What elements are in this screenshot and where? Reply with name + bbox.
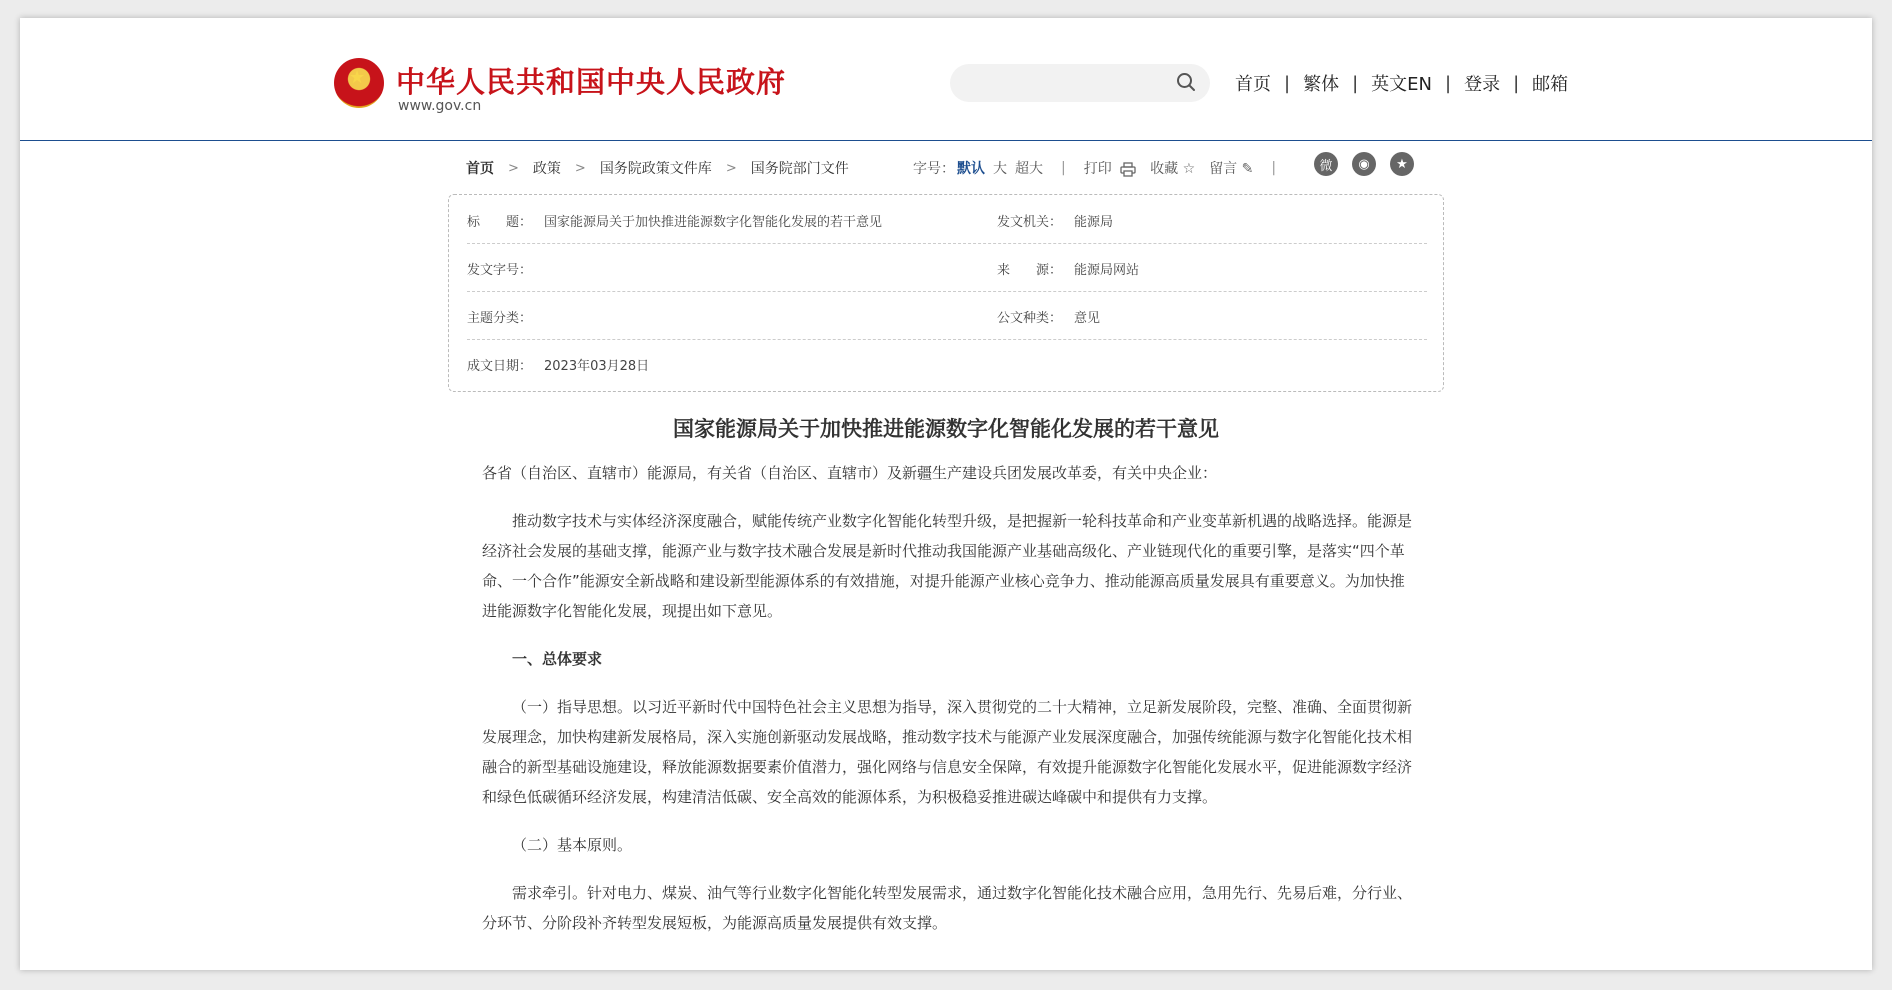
weibo-icon[interactable]: 微 bbox=[1314, 152, 1338, 176]
pencil-icon: ✎ bbox=[1241, 161, 1254, 177]
info-row bbox=[467, 243, 1427, 292]
info-source bbox=[997, 259, 1139, 278]
section-heading: 一、总体要求 bbox=[512, 650, 603, 668]
nav-separator: | bbox=[1284, 72, 1291, 94]
nav-english[interactable]: 英文EN bbox=[1371, 74, 1432, 95]
document-body bbox=[482, 458, 1412, 956]
printer-icon bbox=[1120, 162, 1136, 177]
site-url: www.gov.cn bbox=[398, 98, 482, 114]
info-date-value: 2023年03月28日 bbox=[544, 359, 650, 374]
print-button[interactable] bbox=[1084, 158, 1136, 178]
info-topic-label: 主题分类： bbox=[467, 311, 533, 326]
top-nav bbox=[1235, 70, 1568, 96]
info-title-label: 标 题： bbox=[467, 215, 533, 230]
breadcrumb-policy-library[interactable]: 国务院政策文件库 bbox=[599, 161, 712, 177]
info-issuer bbox=[997, 211, 1113, 230]
nav-traditional[interactable]: 繁体 bbox=[1303, 74, 1340, 95]
search-box bbox=[950, 64, 1210, 102]
chevron-right-icon: > bbox=[725, 160, 737, 176]
nav-separator: | bbox=[1445, 72, 1452, 94]
info-type bbox=[997, 307, 1100, 326]
info-row bbox=[467, 291, 1427, 340]
document-info-box bbox=[448, 194, 1444, 392]
paragraph: （一）指导思想。以习近平新时代中国特色社会主义思想为指导，深入贯彻党的二十大精神，立足新发展阶段，完整、准确、全面贯彻新发展理念，加快构建新发展格局，深入实施创新驱动发展战略，推动数字技术与能源产业发展深度融合，加强传统能源与数字化智能化技术相融合的新型基础设施建设，释放能源数据要素价值潜力，强化网络与信息安全保障，有效提升能源数字化智能化发展水平，促进能源数字经济和绿色低碳循环经济发展，构建清洁低碳、安全高效的能源体系，为积极稳妥推进碳达峰碳中和提供有力支撑。 bbox=[482, 698, 1413, 806]
info-title bbox=[467, 211, 882, 230]
star-icon: ☆ bbox=[1182, 161, 1196, 177]
info-source-value: 能源局网站 bbox=[1074, 263, 1140, 278]
info-date-label: 成文日期： bbox=[467, 359, 533, 374]
favorite-button[interactable] bbox=[1150, 158, 1195, 178]
info-type-value: 意见 bbox=[1074, 311, 1101, 326]
document-title: 国家能源局关于加快推进能源数字化智能化发展的若干意见 bbox=[673, 416, 1219, 441]
info-date bbox=[467, 355, 649, 374]
info-docno bbox=[467, 259, 544, 278]
paragraph: 推动数字技术与实体经济深度融合，赋能传统产业数字化智能化转型升级，是把握新一轮科技革命和产业变革新机遇的战略选择。能源是经济社会发展的基础支撑，能源产业与数字技术融合发展是新时代推动我国能源产业基础高级化、产业链现代化的重要引擎，是落实“四个革命、一个合作”能源安全新战略和建设新型能源体系的有效措施，对提升能源产业核心竞争力、推动能源高质量发展具有重要意义。为加快推进能源数字化智能化发展，现提出如下意见。 bbox=[482, 512, 1413, 620]
breadcrumb-home[interactable]: 首页 bbox=[466, 161, 494, 177]
national-emblem-icon[interactable] bbox=[334, 58, 384, 108]
font-large-button[interactable]: 大 bbox=[993, 161, 1007, 177]
comment-label: 留言 bbox=[1209, 161, 1238, 177]
chevron-right-icon: > bbox=[574, 160, 586, 176]
info-row bbox=[467, 195, 1427, 244]
nav-separator: | bbox=[1513, 72, 1520, 94]
favorite-label: 收藏 bbox=[1150, 161, 1179, 177]
comment-button[interactable] bbox=[1209, 158, 1253, 178]
nav-mail[interactable]: 邮箱 bbox=[1532, 74, 1569, 95]
search-input[interactable] bbox=[966, 64, 1170, 102]
paragraph: 需求牵引。针对电力、煤炭、油气等行业数字化智能化转型发展需求，通过数字化智能化技术融合应用，急用先行、先易后难，分行业、分环节、分阶段补齐转型发展短板，为能源高质量发展提供有效支撑。 bbox=[482, 884, 1413, 932]
breadcrumb bbox=[466, 158, 849, 178]
info-issuer-label: 发文机关： bbox=[997, 215, 1063, 230]
breadcrumb-department-docs[interactable]: 国务院部门文件 bbox=[750, 161, 849, 177]
article-tools bbox=[913, 158, 1294, 178]
info-topic bbox=[467, 307, 544, 326]
page bbox=[20, 18, 1872, 970]
info-type-label: 公文种类： bbox=[997, 311, 1063, 326]
info-row bbox=[467, 339, 1427, 387]
chevron-right-icon: > bbox=[508, 160, 519, 176]
search-icon[interactable] bbox=[1176, 72, 1196, 92]
share-bar bbox=[1314, 152, 1428, 176]
font-default-button[interactable]: 默认 bbox=[957, 161, 985, 177]
tool-separator: | bbox=[1061, 160, 1066, 176]
info-docno-label: 发文字号： bbox=[467, 263, 533, 278]
tool-separator: | bbox=[1271, 160, 1277, 176]
wechat-icon[interactable]: ◉ bbox=[1352, 152, 1376, 176]
site-title[interactable]: 中华人民共和国中央人民政府 bbox=[396, 65, 787, 99]
nav-separator: | bbox=[1352, 72, 1359, 94]
print-label: 打印 bbox=[1083, 161, 1112, 177]
addressee: 各省（自治区、直辖市）能源局，有关省（自治区、直辖市）及新疆生产建设兵团发展改革委，有关中央企业： bbox=[482, 464, 1218, 482]
info-issuer-value: 能源局 bbox=[1074, 215, 1114, 230]
nav-home[interactable]: 首页 bbox=[1235, 74, 1271, 95]
star-circle-icon[interactable]: ★ bbox=[1390, 152, 1414, 176]
breadcrumb-policy[interactable]: 政策 bbox=[532, 161, 561, 177]
paragraph: （二）基本原则。 bbox=[512, 836, 633, 854]
nav-login[interactable]: 登录 bbox=[1464, 74, 1501, 95]
font-size-label: 字号： bbox=[913, 161, 955, 177]
info-source-label: 来 源： bbox=[997, 263, 1063, 278]
font-xlarge-button[interactable]: 超大 bbox=[1015, 161, 1043, 177]
info-title-value: 国家能源局关于加快推进能源数字化智能化发展的若干意见 bbox=[544, 215, 883, 230]
site-header bbox=[20, 18, 1872, 141]
